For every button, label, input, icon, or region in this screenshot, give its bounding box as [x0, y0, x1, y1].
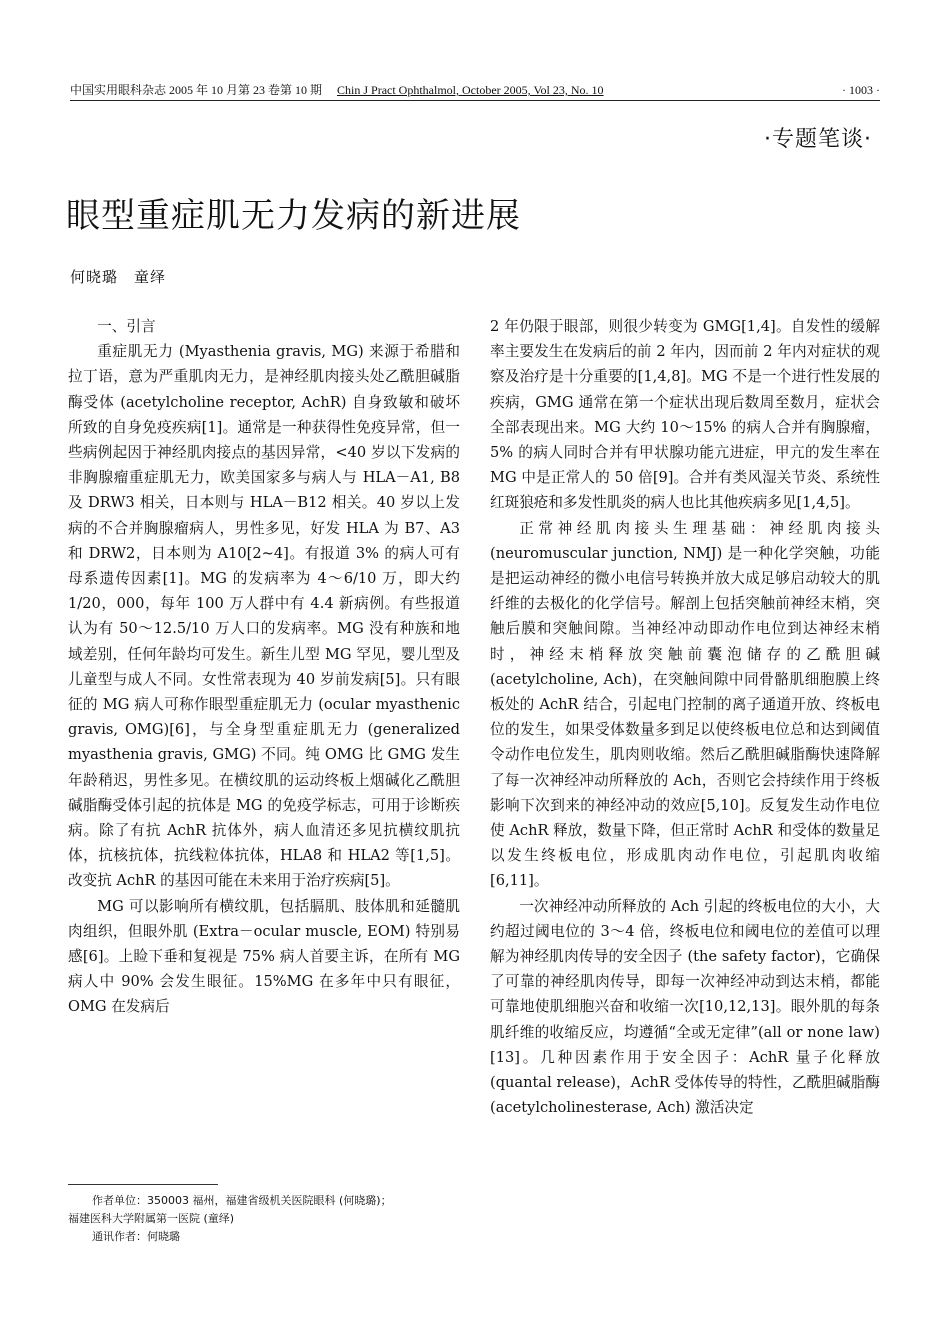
right-column	[490, 314, 880, 1121]
section-tag: ·专题笔谈·	[764, 127, 872, 152]
body-paragraph: 一次神经冲动所释放的 Ach 引起的终板电位的大小，大约超过阈电位的 3～4 倍，终板电位和阈电位的差值可以理解为神经肌肉传导的安全因子 (the safety factor)，它确保了可靠的神经肌肉传导，即每一次神经冲动到达末梢，都能可靠地使肌细胞兴奋和收缩一次[10,12,13]。眼外肌的每条肌纤维的收缩反应，均遵循“全或无定律”(all or none law)[13]。几种因素作用于安全因子：AchR 量子化释放 (quantal release)，AchR 受体传导的特性，乙酰胆碱脂酶 (acetylcholinesterase, Ach) 激活决定	[490, 897, 880, 1117]
header-rule	[70, 100, 880, 101]
body-paragraph: MG 可以影响所有横纹肌，包括膈肌、肢体肌和延髓肌肉组织，但眼外肌 (Extra－ocular muscle, EOM) 特别易感[6]。上睑下垂和复视是 75% 病人首要主诉，在所有 MG 病人中 90% 会发生眼征。15%MG 在多年中只有眼征，OMG 在发病后	[68, 897, 460, 1016]
footnote-affiliation: 作者单位：350003 福州，福建省级机关医院眼科 (何晓璐)；	[92, 1194, 392, 1207]
footnote-corresponding-author: 通讯作者：何晓璐	[92, 1230, 180, 1243]
article-authors: 何晓璐 童绎	[70, 268, 167, 286]
running-header	[70, 82, 880, 98]
footnote-affiliation-2: 福建医科大学附属第一医院 (童绎)	[68, 1212, 235, 1225]
body-paragraph: 正常神经肌肉接头生理基础：神经肌肉接头 (neuromuscular junction, NMJ) 是一种化学突触，功能是把运动神经的微小电信号转换并放大成足够启动较大的肌纤维的去极化的化学信号。解剖上包括突触前神经末梢，突触后膜和突触间隙。当神经冲动即动作电位到达神经末梢时，神经末梢释放突触前囊泡储存的乙酰胆碱 (acetylcholine, Ach)，在突触间隙中同骨骼肌细胞膜上终板处的 AchR 结合，引起电门控制的离子通道开放、终板电位的发生，如果受体数量多到足以使终板电位总和达到阈值令动作电位发生，肌肉则收缩。然后乙酰胆碱脂酶快速降解了每一次神经冲动所释放的 Ach，否则它会持续作用于终板影响下次到来的神经冲动的效应[5,10]。反复发生动作电位使 AchR 释放，数量下降，但正常时 AchR 和受体的数量足以发生终板电位，形成肌肉动作电位，引起肌肉收缩[6,11]。	[490, 519, 880, 890]
body-paragraph-continued: 2 年仍限于眼部，则很少转变为 GMG[1,4]。自发性的缓解率主要发生在发病后的前 2 年内，因而前 2 年内对症状的观察及治疗是十分重要的[1,4,8]。MG 不是一个进行性发展的疾病，GMG 通常在第一个症状出现后数周至数月，症状会全部表现出来。MG 大约 10～15% 的病人合并有胸腺瘤，5% 的病人同时合并有甲状腺功能亢进症，甲亢的发生率在 MG 中是正常人的 50 倍[9]。合并有类风湿关节炎、系统性红斑狼疮和多发性肌炎的病人也比其他疾病多见[1,4,5]。	[490, 318, 880, 512]
author-footnote	[68, 1192, 468, 1246]
header-journal-info	[70, 82, 616, 98]
footnote-rule	[68, 1184, 218, 1185]
left-column	[68, 314, 460, 1020]
header-page-number: · 1003 ·	[842, 83, 880, 97]
article-title: 眼型重症肌无力发病的新进展	[66, 196, 521, 236]
body-paragraph: 重症肌无力 (Myasthenia gravis, MG) 来源于希腊和拉丁语，意为严重肌肉无力，是神经肌肉接头处乙酰胆碱脂酶受体 (acetylcholine receptor, AchR) 自身致敏和破坏所致的自身免疫疾病[1]。通常是一种获得性免疫异常，但一些病例起因于神经肌肉接点的基因异常，<40 岁以下发病的非胸腺瘤重症肌无力，欧美国家多与病人与 HLA－A1, B8 及 DRW3 相关，日本则与 HLA－B12 相关。40 岁以上发病的不合并胸腺瘤病人，男性多见，好发 HLA 为 B7、A3 和 DRW2，日本则为 A10[2~4]。有报道 3% 的病人可有母系遗传因素[1]。MG 的发病率为 4～6/10 万，即大约 1/20，000，每年 100 万人群中有 4.4 新病例。有些报道认为有 50～12.5/10 万人口的发病率。MG 没有种族和地域差别，任何年龄均可发生。新生儿型 MG 罕见，婴儿型及儿童型与成人不同。女性常表现为 40 岁前发病[5]。只有眼征的 MG 病人可称作眼型重症肌无力 (ocular myasthenic gravis, OMG)[6]，与全身型重症肌无力 (generalized myasthenia gravis, GMG) 不同。纯 OMG 比 GMG 发生年龄稍迟，男性多见。在横纹肌的运动终板上烟碱化乙酰胆碱脂酶受体引起的抗体是 MG 的免疫学标志，可用于诊断疾病。除了有抗 AchR 抗体外，病人血清还多见抗横纹肌抗体，抗核抗体，抗线粒体抗体，HLA8 和 HLA2 等[1,5]。改变抗 AchR 的基因可能在未来用于治疗疾病[5]。	[68, 343, 460, 890]
header-journal-en: Chin J Pract Ophthalmol, October 2005, Vol 23, No. 10	[337, 83, 604, 97]
section-heading: 一、引言	[97, 318, 156, 335]
header-journal-cn: 中国实用眼科杂志 2005 年 10 月第 23 卷第 10 期	[70, 83, 323, 97]
